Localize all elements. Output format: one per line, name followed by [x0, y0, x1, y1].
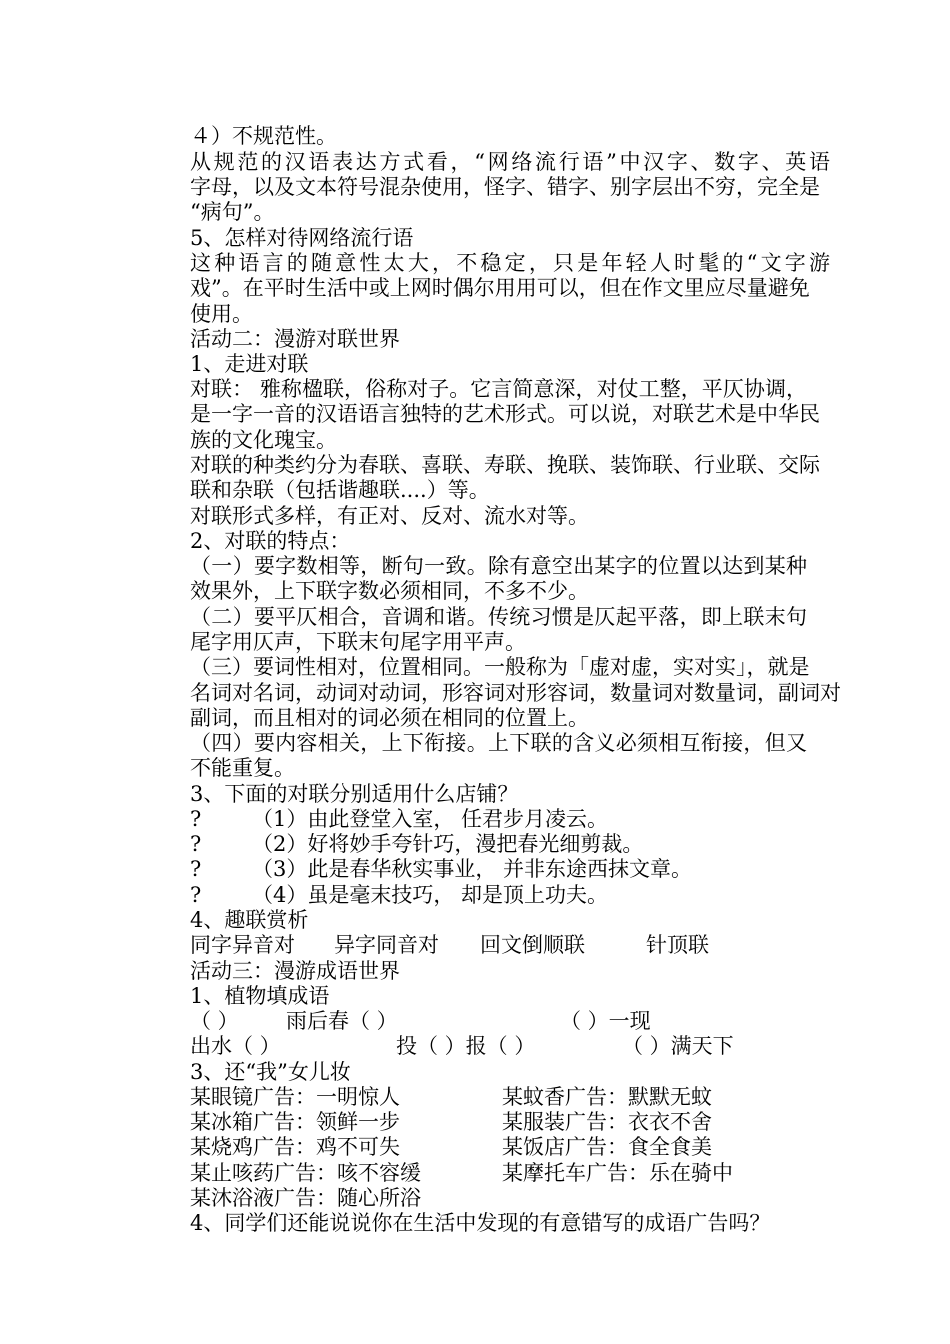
- section-heading: 5、怎样对待网络流行语: [190, 226, 414, 250]
- list-bullet: ?: [190, 857, 202, 881]
- list-bullet: ?: [190, 807, 202, 831]
- ad-row: [190, 1085, 830, 1110]
- ad-example: 某蚊香广告：默默无蚊: [502, 1085, 712, 1109]
- paragraph-line: 副词，而且相对的词必须在相同的位置上。: [190, 706, 589, 730]
- paragraph-line: 不能重复。: [190, 756, 295, 780]
- paragraph-line: 使用。: [190, 302, 253, 326]
- section-heading: 4、趣联赏析: [190, 908, 309, 932]
- section-heading: 2、对联的特点：: [190, 529, 351, 553]
- paragraph-line: 联和杂联（包括谐趣联....）等。: [190, 478, 490, 502]
- paragraph-line: 这种语言的随意性太大，不稳定，只是年轻人时髦的“文字游: [190, 251, 830, 275]
- ad-example: 某冰箱广告：领鲜一步: [190, 1110, 400, 1134]
- ad-row: [190, 1161, 830, 1186]
- paragraph-line: （三）要词性相对，位置相同。一般称为「虚对虚，实对实」，就是: [190, 655, 810, 679]
- ad-example: 某沐浴液广告：随心所浴: [190, 1186, 421, 1210]
- list-item: [190, 883, 830, 908]
- couplet-text: （2）好将妙手夸针巧，漫把春光细剪裁。: [252, 832, 644, 856]
- ad-example: 某饭店广告：食全食美: [502, 1135, 712, 1159]
- fill-blank: （ ）一现: [560, 1009, 651, 1033]
- couplet-text: （4）虽是毫末技巧， 却是顶上功夫。: [252, 883, 609, 907]
- ad-example: 某摩托车广告：乐在骑中: [502, 1161, 733, 1185]
- paragraph-line: 尾字用仄声，下联末句尾字用平声。: [190, 630, 526, 654]
- list-item: [190, 857, 830, 882]
- couplet-type: 针顶联: [646, 933, 709, 957]
- fill-blank: 出水（ ）: [190, 1034, 281, 1058]
- couplet-type: 回文倒顺联: [480, 933, 585, 957]
- ad-row: [190, 1135, 830, 1160]
- ad-example: 某眼镜广告：一明惊人: [190, 1085, 400, 1109]
- paragraph-line: 是一字一音的汉语语言独特的艺术形式。可以说，对联艺术是中华民: [190, 402, 820, 426]
- section-heading: 3、还“我”女儿妆: [190, 1060, 351, 1084]
- paragraph-line: （二）要平仄相合，音调和谐。传统习惯是仄起平落，即上联末句: [190, 605, 807, 629]
- couplet-text: （3）此是春华秋实事业， 并非东途西抹文章。: [252, 857, 693, 881]
- paragraph-line: 戏”。在平时生活中或上网时偶尔用用可以，但在作文里应尽量避免: [190, 276, 810, 300]
- list-item: [190, 832, 830, 857]
- paragraph-line: ４）不规范性。: [190, 124, 337, 148]
- list-item: [190, 807, 830, 832]
- paragraph-line: 对联的种类约分为春联、喜联、寿联、挽联、装饰联、行业联、交际: [190, 453, 820, 477]
- section-heading: 1、走进对联: [190, 352, 309, 376]
- fill-blank: 投（ ）报（ ）: [396, 1034, 536, 1058]
- ad-row: [190, 1186, 830, 1211]
- fill-blank: （ ）满天下: [622, 1034, 734, 1058]
- ad-example: 某服装广告：衣衣不舍: [502, 1110, 712, 1134]
- ad-row: [190, 1110, 830, 1135]
- couplet-type: 同字异音对: [190, 933, 295, 957]
- paragraph-line: 从规范的汉语表达方式看，“网络流行语”中汉字、数字、英语: [190, 150, 830, 174]
- paragraph-line: 族的文化瑰宝。: [190, 428, 337, 452]
- list-bullet: ?: [190, 883, 202, 907]
- paragraph-line: 名词对名词，动词对动词，形容词对形容词，数量词对数量词，副词对: [190, 681, 841, 705]
- paragraph-line: （四）要内容相关，上下衔接。上下联的含义必须相互衔接，但又: [190, 731, 807, 755]
- ad-example: 某止咳药广告：咳不容缓: [190, 1161, 421, 1185]
- ad-example: 某烧鸡广告：鸡不可失: [190, 1135, 400, 1159]
- couplet-text: （1）由此登堂入室， 任君步月凌云。: [252, 807, 609, 831]
- fill-blank: （ ）: [190, 1009, 239, 1033]
- paragraph-line: （一）要字数相等，断句一致。除有意空出某字的位置以达到某种: [190, 554, 807, 578]
- section-heading: 3、下面的对联分别适用什么店铺？: [190, 782, 519, 806]
- fill-blank-row: [190, 1034, 830, 1059]
- paragraph-line: 对联形式多样，有正对、反对、流水对等。: [190, 504, 589, 528]
- fill-blank: 雨后春（ ）: [286, 1009, 398, 1033]
- section-heading: 1、植物填成语: [190, 984, 330, 1008]
- paragraph-line: 字母，以及文本符号混杂使用，怪字、错字、别字层出不穷，完全是: [190, 175, 820, 199]
- couplet-types-row: [190, 933, 830, 958]
- fill-blank-row: [190, 1009, 830, 1034]
- paragraph-line: 4、同学们还能说说你在生活中发现的有意错写的成语广告吗？: [190, 1211, 771, 1235]
- activity-heading: 活动三：漫游成语世界: [190, 959, 400, 983]
- paragraph-line: 效果外，上下联字数必须相同，不多不少。: [190, 579, 589, 603]
- list-bullet: ?: [190, 832, 202, 856]
- couplet-type: 异字同音对: [334, 933, 439, 957]
- paragraph-line: “病句”。: [190, 200, 275, 224]
- activity-heading: 活动二：漫游对联世界: [190, 327, 400, 351]
- paragraph-line: 对联： 雅称楹联，俗称对子。它言简意深，对仗工整，平仄协调，: [190, 377, 807, 401]
